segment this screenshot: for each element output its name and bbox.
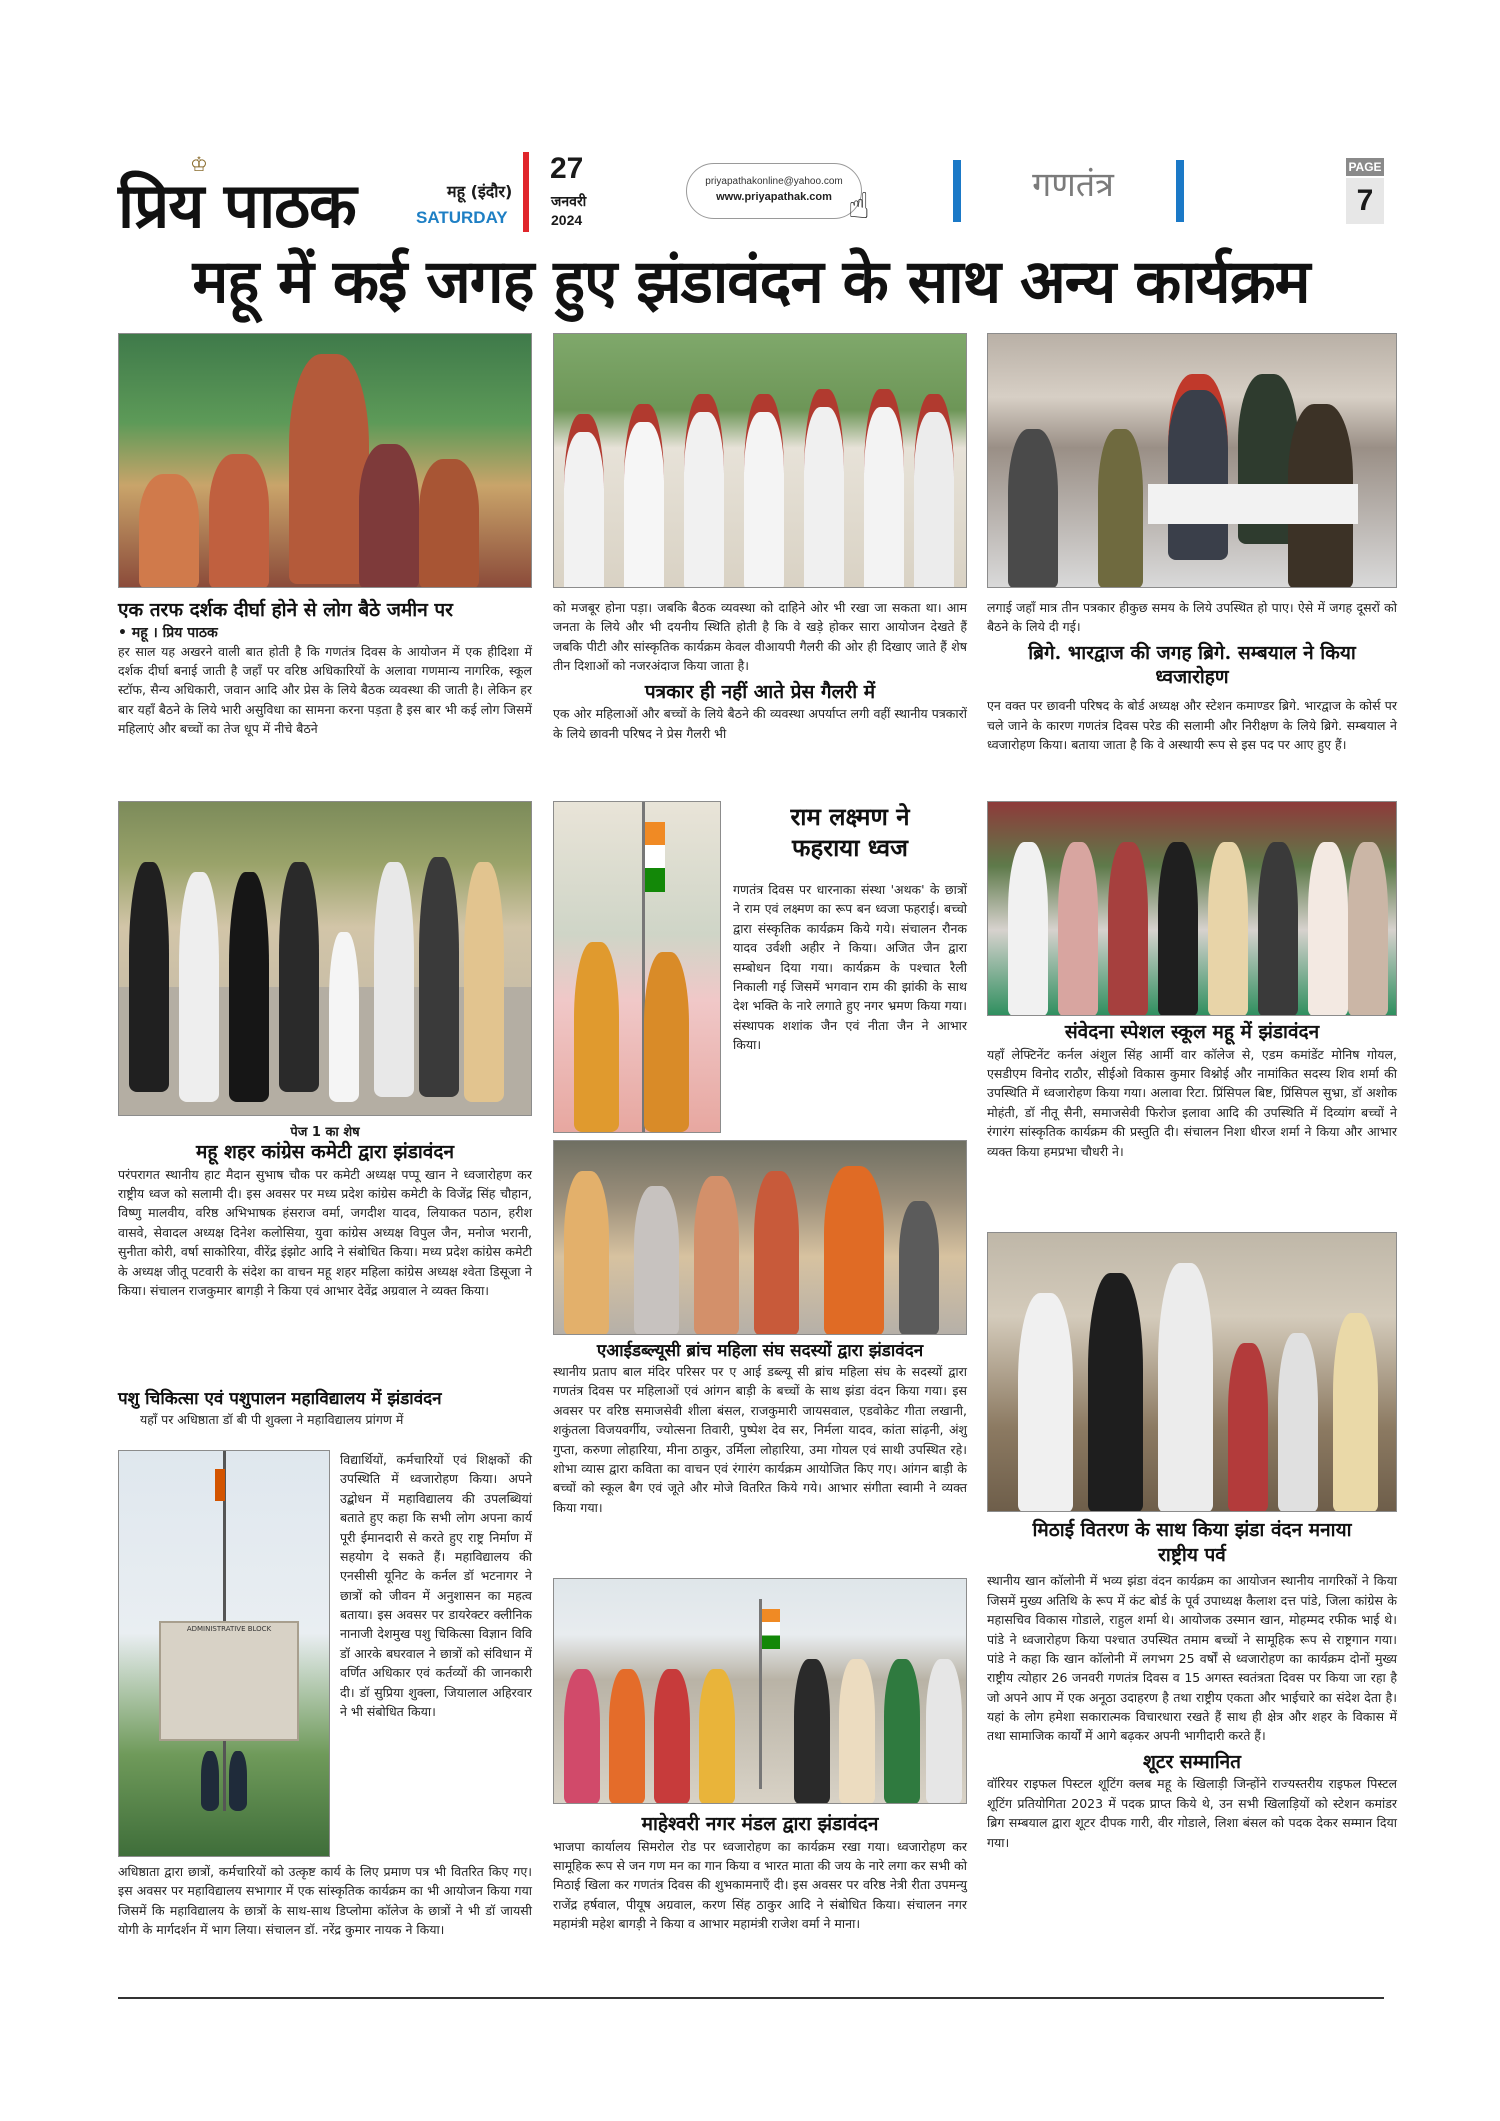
article-viewers-continued bbox=[553, 598, 967, 743]
edition-month: जनवरी bbox=[551, 194, 587, 210]
edition-date: 27 bbox=[550, 152, 584, 185]
page-number: 7 bbox=[1346, 178, 1384, 224]
photo-ram-lakshman bbox=[553, 801, 721, 1133]
photo-congress-flag bbox=[118, 801, 532, 1116]
building-sign: ADMINISTRATIVE BLOCK bbox=[186, 1625, 272, 1633]
article-congress-body: परंपरागत स्थानीय हाट मैदान सुभाष चौक पर कमेटी अध्यक्ष पप्पू खान ने ध्वजारोहण कर राष्ट्रीय ध्वज को सलामी दी। इस अवसर पर मध्य प्रदेश कांग्रेस कमेटी के विजेंद्र सिंह चौहान, विष्णु मालवीय, वरिष्ठ अभिभाषक हंसराज वर्मा, जगदीश यादव, लियाकत पठान, हरीश वासवे, सेवादल अध्यक्ष दिनेश कलोसिया, युवा कांग्रेस अध्यक्ष विपुल जैन, मनोज भरानी, सुनीता कोरी, वर्षा साकोरिया, वीरेंद्र इंझोट आदि ने संबोधित किया। मध्य प्रदेश कांग्रेस कमेटी के अध्यक्ष जीतू पटवारी के संदेश का वाचन महू शहर महिला कांग्रेस अध्यक्ष श्वेता डिसूजा ने किया। संचालन राजकुमार बागड़ी ने किया एवं आभार देवेंद्र अग्रवाल ने व्यक्त किया। bbox=[118, 1166, 532, 1298]
article-viewers bbox=[118, 598, 532, 739]
article-maheshwari-body: भाजपा कार्यालय सिमरोल रोड पर ध्वजारोहण का कार्यक्रम रखा गया। ध्वजारोहण कर सामूहिक रूप से जन गण मन का गान किया व भारत माता की जय के नारे लगा कर सभी को मिठाई खिला कर गणतंत्र दिवस की शुभकामनाएँ दी। इस अवसर पर वरिष्ठ नेत्री रीता उपमन्यु राजेंद्र हर्षवाल, पीयूष अग्रवाल, करण सिंह ठाकुर आदि ने संबोधित किया। संचालन नगर महामंत्री महेश बागड़ी ने किया व आभार महामंत्री राजेश वर्मा ने माना। bbox=[553, 1838, 967, 1932]
article-khan-colony bbox=[987, 1518, 1397, 1852]
article-awwa bbox=[553, 1340, 967, 1517]
contact-email[interactable]: priyapathakonline@yahoo.com bbox=[705, 176, 843, 187]
section-bracket-right bbox=[1176, 160, 1184, 222]
photo-khan-colony bbox=[987, 1232, 1397, 1512]
article-shooter-body: वॉरियर राइफल पिस्टल शूटिंग क्लब महू के खिलाड़ी जिन्होंने राज्यस्तरीय राइफल पिस्टल शूटिंग प्रतियोगिता 2023 में पदक प्राप्त किये थे, उन सभी खिलाड़ियों को स्टेशन कमांडर ब्रिग सम्बयाल द्वारा शूटर दीपक गारी, वीर गोडाले, लिशा बंसल को पदक देकर सम्मान दिया गया। bbox=[987, 1776, 1397, 1850]
section-bracket-left bbox=[953, 160, 961, 222]
article-ram-body-wrap bbox=[733, 880, 967, 1054]
photo-samvedna-school bbox=[987, 801, 1397, 1016]
article-veterinary-side-body: विद्यार्थियों, कर्मचारियों एवं शिक्षकों की उपस्थिति में ध्वजारोहण किया। अपने उद्बोधन में महाविद्यालय की उपलब्धियां बताते हुए कहा कि सभी लोग अपना कार्य पूरी ईमानदारी से करते हुए राष्ट्र निर्माण में सहयोग दे सकते हैं। महाविद्यालय की एनसीसी यूनिट के कर्नल डॉ भटनागर ने छात्रों को जीवन में अनुशासन का महत्व बताया। इस अवसर पर डायरेक्टर क्लीनिक नानाजी देशमुख पशु चिकित्सा विज्ञान विवि डॉ आरके बघरवाल ने छात्रों को संविधान में वर्णित अधिकार एवं कर्तव्यों की जानकारी दी। डॉ सुप्रिया शुक्ला, जियालाल अहिरवार ने भी संबोधित किया। bbox=[340, 1452, 532, 1719]
page-headline: महू में कई जगह हुए झंडावंदन के साथ अन्य कार्यक्रम bbox=[192, 247, 1310, 317]
contact-badge bbox=[686, 163, 862, 219]
article-brigadier-body: एन वक्त पर छावनी परिषद के बोर्ड अध्यक्ष और स्टेशन कमाण्डर ब्रिगे. भारद्वाज के कोर्स पर चले जाने के कारण गणतंत्र दिवस परेड की सलामी और निरीक्षण के लिये ब्रिगे. सम्बयाल ने ध्वजारोहण किया। बताया जाता है कि वे अस्थायी रूप से इस पद पर आए हुए हैं। bbox=[987, 698, 1397, 752]
article-viewers-byline: • महू । प्रिय पाठक bbox=[118, 624, 218, 641]
edition-year: 2024 bbox=[551, 212, 583, 228]
photo-officers-stage bbox=[987, 333, 1397, 588]
crown-icon: ♔ bbox=[190, 152, 208, 176]
page-label: PAGE bbox=[1346, 158, 1384, 176]
article-press-body: एक ओर महिलाओं और बच्चों के लिये बैठने की व्यवस्था अपर्याप्त लगी वहीं स्थानीय पत्रकारों के लिये छावनी परिषद ने प्रेस गैलरी भी bbox=[553, 706, 967, 741]
article-ram-title: राम लक्ष्मण ने फहराया ध्वज bbox=[790, 802, 910, 863]
article-veterinary-bottom-body: अधिष्ठाता द्वारा छात्रों, कर्मचारियों को उत्कृष्ट कार्य के लिए प्रमाण पत्र भी वितरित किए गए। इस अवसर पर महाविद्यालय सभागार में एक सांस्कृतिक कार्यक्रम का भी आयोजन किया गया जिसमें कि महाविद्यालय के छात्रों के साथ-साथ डिप्लोमा कॉलेज के छात्रों ने भी डॉ जायसी योगी के मार्गदर्शन में भाग लिया। संचालन डॉ. नरेंद्र कुमार नायक ने किया। bbox=[118, 1864, 532, 1938]
edition-city: महू (इंदौर) bbox=[447, 182, 513, 201]
article-khan-colony-title: मिठाई वितरण के साथ किया झंडा वंदन मनाया राष्ट्रीय पर्व bbox=[1032, 1519, 1352, 1566]
article-brigadier bbox=[987, 598, 1397, 754]
article-viewers-title: एक तरफ दर्शक दीर्घा होने से लोग बैठे जमीन पर bbox=[118, 599, 453, 621]
article-ram bbox=[733, 801, 967, 871]
newspaper-logo: प्रिय पाठक bbox=[118, 169, 356, 242]
article-maheshwari-title: माहेश्वरी नगर मंडल द्वारा झंडावंदन bbox=[641, 1813, 879, 1835]
article-congress-kicker: पेज 1 का शेष bbox=[290, 1125, 360, 1140]
article-samvedna bbox=[987, 1020, 1397, 1161]
photo-band-parade bbox=[553, 333, 967, 588]
article-maheshwari bbox=[553, 1812, 967, 1934]
article-ram-body: गणतंत्र दिवस पर धारनाका संस्था 'अथक' के छात्रों ने राम एवं लक्ष्मण का रूप बन ध्वजा फहराई। बच्चो द्वारा संस्कृतिक कार्यक्रम किये गये। संचालन रौनक यादव उर्वशी अहीर ने किया। अजित जैन द्वारा सम्बोधन दिया गया। कार्यक्रम के पश्चात रैली निकाली गई जिसमें भगवान राम की झांकी के साथ देश भक्ति के नारे लगाते हुए नगर भ्रमण किया गया।संस्थापक शशांक जैन एवं नीता जैन ने आभार किया। bbox=[733, 882, 967, 1052]
photo-children-costume bbox=[118, 333, 532, 588]
article-press-title: पत्रकार ही नहीं आते प्रेस गैलरी में bbox=[644, 680, 876, 703]
article-samvedna-title: संवेदना स्पेशल स्कूल महू में झंडावंदन bbox=[1064, 1021, 1320, 1043]
article-press-body-cont: लगाई जहाँ मात्र तीन पत्रकार हीकुछ समय के लिये उपस्थित हो पाए। ऐसे में जगह दूसरों को बैठने के लिये दी गई। bbox=[987, 600, 1397, 635]
edition-day: SATURDAY bbox=[416, 208, 508, 227]
contact-website[interactable]: www.priyapathak.com bbox=[716, 191, 832, 203]
article-viewers-body: हर साल यह अखरने वाली बात होती है कि गणतंत्र दिवस के आयोजन में एक हीदिशा में दर्शक दीर्घा बनाई जाती है जहाँ पर वरिष्ठ अधिकारियों के अलावा गणमान्य नागरिक, स्कूल स्टॉफ, सैन्य अधिकारी, जवान आदि और प्रेस के लिये बैठक व्यवस्था की जाती है। लेकिन हर बार यहाँ बैठने के लिये भारी असुविधा का सामना करना पड़ता है इस बार भी कई लोग जिसमें महिलाएं और बच्चों का तेज धूप में नीचे बैठने bbox=[118, 643, 532, 737]
article-brigadier-title: ब्रिगे. भारद्वाज की जगह ब्रिगे. सम्बयाल ने किया ध्वजारोहण bbox=[1028, 641, 1356, 689]
section-name: गणतंत्र bbox=[1032, 165, 1114, 205]
article-veterinary-bottom bbox=[118, 1862, 532, 1940]
article-awwa-body: स्थानीय प्रताप बाल मंदिर परिसर पर ए आई डब्ल्यू सी ब्रांच महिला संघ के सदस्यों द्वारा गणतंत्र दिवस पर महिलाओं एवं आंगन बाड़ी के बच्चों के साथ झंडा वंदन किया गया। इस अवसर पर वरिष्ठ समाजसेवी शीला बंसल, राजकुमारी जायसवाल, एडवोकेट गीता लखानी, शकुंतला विजयवर्गीय, ज्योत्सना तिवारी, पुष्पेश देव सर, निर्मला यादव, कांता सांढ़नी, अंशु गुप्ता, करुणा लोहारिया, मीना ठाकुर, उर्मिला लोहारिया, उमा गोयल एवं साथी उपस्थित रहे। शोभा व्यास द्वारा कविता का वाचन एवं रंगारंग कार्यक्रम आयोजित किए गए। आंगन बाड़ी के बच्चों को स्कूल बैग एवं जूते और मोजे वितरित किये गये। आभार संगीता स्वामी ने व्यक्त किया गया। bbox=[553, 1364, 967, 1515]
article-samvedna-body: यहाँ लेफ्टिनेंट कर्नल अंशुल सिंह आर्मी वार कॉलेज से, एडम कमांडेंट मोनिष गोयल, एसडीएम विनोद राठौर, सीईओ विकास कुमार विश्नोई और नामांकित सदस्य शिव शर्मा की उपस्थिति में ध्वजारोहण किया गया। अलावा रिटा. प्रिंसिपल बिष्ट, प्रिंसिपल सुभ्रा, डॉ अशोक मोहंती, डॉ नीतू सैनी, समाजसेवी फिरोज इलावा आदि की उपस्थिति में दिव्यांग बच्चों ने रंगारंग सांस्कृतिक कार्यक्रम की प्रस्तुति दी। संचालन निशा धीरज शर्मा ने किया और आभार व्यक्त किया हमप्रभा चौधरी ने। bbox=[987, 1046, 1397, 1159]
article-congress bbox=[118, 1122, 532, 1300]
article-shooter-title: शूटर सम्मानित bbox=[1143, 1750, 1241, 1773]
photo-awwa-women bbox=[553, 1140, 967, 1335]
photo-veterinary-college bbox=[118, 1450, 330, 1857]
article-congress-title: महू शहर कांग्रेस कमेटी द्वारा झंडावंदन bbox=[195, 1141, 454, 1163]
article-veterinary bbox=[118, 1388, 532, 1429]
article-veterinary-side bbox=[340, 1450, 532, 1721]
article-veterinary-intro: यहाँ पर अधिष्ठाता डॉ बी पी शुक्ला ने महाविद्यालय प्रांगण में bbox=[140, 1412, 404, 1428]
footer-rule bbox=[118, 1997, 1384, 1999]
masthead-divider bbox=[523, 152, 529, 232]
article-khan-colony-body: स्थानीय खान कॉलोनी में भव्य झंडा वंदन कार्यक्रम का आयोजन स्थानीय नागरिकों ने किया जिसमें मुख्य अतिथि के रूप में कंट बोर्ड के पूर्व उपाध्यक्ष कैलाश दत्त पांडे, जिला कांग्रेस के महासचिव विकास गोडाले, राहुल शर्मा थे। आयोजक उस्मान खान, मोहम्मद रफीक भाई थे। पांडे ने ध्वजारोहण किया पश्चात उपस्थित तमाम बच्चों ने सामूहिक रूप से राष्ट्रगान गया। पांडे ने कहा कि खान कॉलोनी में लगभग 25 वर्षों से ध्वजारोहण का कार्यक्रम दोनों मुख्य राष्ट्रीय त्योहार 26 जनवरी गणतंत्र दिवस व 15 अगस्त स्वतंत्रता दिवस पर किया जा रहा है जो अपने आप में एक अनूठा उदाहरण है तथा राष्ट्रीय एकता और भाईचारे का संदेश देता है। यहां के लोग हमेशा सकारात्मक विचारधारा रखते हैं साथ ही क्षेत्र और शहर के विकास में तथा सामाजिक कार्यों में आगे बढ़कर अपनी भागीदारी करते हैं। bbox=[987, 1573, 1397, 1744]
photo-maheshwari-bjp bbox=[553, 1578, 967, 1804]
article-viewers-body-cont: को मजबूर होना पड़ा। जबकि बैठक व्यवस्था को दाहिने ओर भी रखा जा सकता था। आम जनता के लिये और भी दयनीय स्थिति होती है कि वे खड़े होकर सारा आयोजन देखते हैं जबकि पीटी और सांस्कृतिक कार्यक्रम केवल वीआयपी गैलरी की ओर ही दिखाए जाते हैं शेष तीन दिशाओं को नजरअंदाज किया जाता है। bbox=[553, 600, 967, 674]
article-veterinary-title: पशु चिकित्सा एवं पशुपालन महाविद्यालय में झंडावंदन bbox=[118, 1389, 442, 1409]
pointing-hand-icon: ☝ bbox=[848, 186, 870, 227]
article-awwa-title: एआईडब्ल्यूसी ब्रांच महिला संघ सदस्यों द्वारा झंडावंदन bbox=[596, 1341, 924, 1361]
